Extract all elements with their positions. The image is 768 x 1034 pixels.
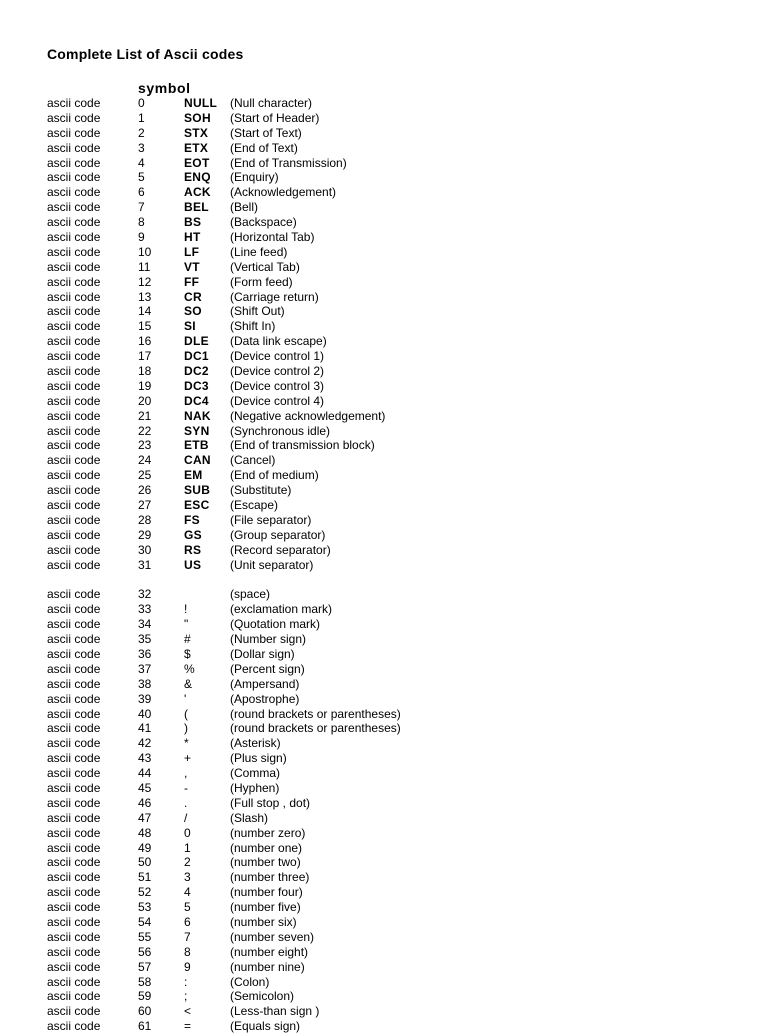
ascii-code-value: 5 [138,170,145,185]
ascii-description: (Bell) [230,200,259,215]
ascii-code-value: 52 [138,885,152,900]
ascii-symbol: ETB [184,438,209,453]
ascii-description: (Device control 4) [230,393,325,408]
ascii-description: (space) [230,587,271,602]
row-label: ascii code [47,110,101,125]
ascii-code-value: 42 [138,736,152,751]
ascii-code-value: 56 [138,944,152,959]
ascii-description: (Form feed) [230,274,293,289]
ascii-description: (Device control 2) [230,364,325,379]
ascii-code-value: 12 [138,274,152,289]
row-label: ascii code [47,661,101,676]
ascii-description: (Slash) [230,810,269,825]
ascii-description: (Substitute) [230,483,292,498]
ascii-symbol: ( [184,706,188,721]
ascii-description: (Quotation mark) [230,617,321,632]
ascii-description: (Synchronous idle) [230,423,331,438]
ascii-code-value: 33 [138,602,152,617]
row-label: ascii code [47,795,101,810]
row-label: ascii code [47,676,101,691]
ascii-description: (Plus sign) [230,751,287,766]
ascii-code-value: 23 [138,438,152,453]
ascii-symbol: RS [184,542,202,557]
row-label: ascii code [47,780,101,795]
ascii-code-value: 16 [138,334,152,349]
ascii-symbol: STX [184,125,209,140]
row-label: ascii code [47,483,101,498]
ascii-description: (Vertical Tab) [230,259,300,274]
ascii-description: (round brackets or parentheses) [230,706,401,721]
row-label: ascii code [47,527,101,542]
ascii-description: (number four) [230,885,303,900]
row-label: ascii code [47,230,101,245]
ascii-code-value: 24 [138,453,152,468]
ascii-code-value: 60 [138,1004,152,1019]
ascii-description: (Start of Text) [230,125,302,140]
ascii-code-value: 36 [138,646,152,661]
ascii-symbol: DC3 [184,378,209,393]
row-label: ascii code [47,289,101,304]
ascii-symbol: 8 [184,944,191,959]
ascii-description: (Backspace) [230,215,297,230]
ascii-symbol: ESC [184,498,210,513]
row-label: ascii code [47,840,101,855]
row-label: ascii code [47,259,101,274]
row-label: ascii code [47,408,101,423]
ascii-code-value: 8 [138,215,145,230]
ascii-symbol: 7 [184,929,191,944]
ascii-description: (exclamation mark) [230,602,333,617]
ascii-code-value: 38 [138,676,152,691]
ascii-symbol: SUB [184,483,211,498]
ascii-symbol: 5 [184,900,191,915]
ascii-symbol: # [184,632,191,647]
ascii-symbol: NULL [184,96,218,110]
ascii-description: (Enquiry) [230,170,279,185]
ascii-symbol: SOH [184,110,211,125]
row-label: ascii code [47,766,101,781]
ascii-description: (Shift Out) [230,304,285,319]
row-label: ascii code [47,200,101,215]
ascii-code-value: 31 [138,557,152,572]
ascii-symbol: FS [184,512,200,527]
ascii-code-value: 28 [138,512,152,527]
row-label: ascii code [47,632,101,647]
row-label: ascii code [47,125,101,140]
ascii-code-value: 43 [138,751,152,766]
ascii-symbol: 3 [184,870,191,885]
row-label: ascii code [47,751,101,766]
ascii-code-value: 48 [138,825,152,840]
ascii-code-value: 49 [138,840,152,855]
ascii-description: (number zero) [230,825,306,840]
ascii-code-value: 18 [138,364,152,379]
ascii-code-value: 11 [138,259,151,274]
ascii-symbol: EOT [184,155,210,170]
ascii-code-value: 4 [138,155,145,170]
ascii-code-value: 39 [138,691,152,706]
ascii-code-value: 35 [138,632,152,647]
ascii-code-value: 40 [138,706,152,721]
ascii-symbol: + [184,751,192,766]
row-label: ascii code [47,364,101,379]
ascii-symbol: BS [184,215,202,230]
ascii-code-value: 3 [138,140,145,155]
ascii-code-value: 46 [138,795,152,810]
ascii-code-value: 54 [138,914,152,929]
ascii-code-value: 14 [138,304,152,319]
row-label: ascii code [47,959,101,974]
ascii-code-value: 37 [138,661,152,676]
ascii-description: (End of Transmission) [230,155,347,170]
ascii-code-value: 29 [138,527,152,542]
ascii-symbol: : [184,974,188,989]
row-label: ascii code [47,587,101,602]
ascii-description: (Equals sign) [230,1019,301,1034]
ascii-description: (Device control 3) [230,378,325,393]
row-label: ascii code [47,944,101,959]
row-label: ascii code [47,721,101,736]
row-label: ascii code [47,691,101,706]
ascii-description: (Acknowledgement) [230,185,337,200]
ascii-description: (End of transmission block) [230,438,375,453]
ascii-symbol: FF [184,274,200,289]
row-label: ascii code [47,438,101,453]
row-label: ascii code [47,706,101,721]
row-label: ascii code [47,96,101,110]
ascii-symbol: * [184,736,189,751]
ascii-code-value: 55 [138,929,152,944]
ascii-symbol: SO [184,304,202,319]
ascii-code-value: 13 [138,289,152,304]
row-label: ascii code [47,170,101,185]
ascii-symbol: 6 [184,914,191,929]
ascii-symbol: & [184,676,193,691]
row-label: ascii code [47,468,101,483]
ascii-description: (number six) [230,914,297,929]
ascii-description: (Dollar sign) [230,646,295,661]
row-label: ascii code [47,1019,101,1034]
ascii-symbol: / [184,810,188,825]
ascii-symbol: - [184,780,188,795]
ascii-code-value: 7 [138,200,145,215]
row-label: ascii code [47,155,101,170]
ascii-symbol: % [184,661,195,676]
row-label: ascii code [47,810,101,825]
ascii-description: (Percent sign) [230,661,305,676]
ascii-code-value: 50 [138,855,152,870]
ascii-code-value: 6 [138,185,145,200]
ascii-symbol: = [184,1019,192,1034]
ascii-description: (Hyphen) [230,780,280,795]
row-label: ascii code [47,855,101,870]
row-label: ascii code [47,914,101,929]
row-label: ascii code [47,378,101,393]
ascii-symbol: VT [184,259,200,274]
ascii-symbol: DC2 [184,364,209,379]
ascii-description: (Shift In) [230,319,276,334]
ascii-description: (Unit separator) [230,557,314,572]
row-label: ascii code [47,512,101,527]
row-label: ascii code [47,929,101,944]
ascii-symbol: ) [184,721,188,736]
ascii-symbol: ETX [184,140,209,155]
ascii-symbol: LF [184,244,200,259]
ascii-symbol: , [184,766,188,781]
ascii-code-value: 1 [138,110,145,125]
ascii-description: (number five) [230,900,301,915]
ascii-symbol: CAN [184,453,211,468]
ascii-code-value: 20 [138,393,152,408]
ascii-symbol: ' [184,691,187,706]
symbol-column-heading: symbol [138,80,191,96]
row-label: ascii code [47,334,101,349]
ascii-description: (Number sign) [230,632,307,647]
ascii-symbol: DLE [184,334,209,349]
ascii-symbol: HT [184,230,201,245]
ascii-description: (number three) [230,870,310,885]
ascii-code-value: 9 [138,230,145,245]
row-label: ascii code [47,498,101,513]
ascii-symbol: 1 [184,840,191,855]
row-label: ascii code [47,244,101,259]
ascii-code-value: 26 [138,483,152,498]
ascii-symbol: ! [184,602,188,617]
ascii-symbol: 2 [184,855,191,870]
ascii-code-value: 10 [138,244,152,259]
row-label: ascii code [47,215,101,230]
ascii-description: (number one) [230,840,303,855]
row-label: ascii code [47,617,101,632]
ascii-description: (round brackets or parentheses) [230,721,401,736]
ascii-symbol: < [184,1004,192,1019]
ascii-symbol: BEL [184,200,209,215]
ascii-code-value: 51 [138,870,152,885]
row-label: ascii code [47,900,101,915]
ascii-symbol: . [184,795,188,810]
ascii-description: (Asterisk) [230,736,281,751]
row-label: ascii code [47,989,101,1004]
ascii-code-value: 57 [138,959,152,974]
ascii-description: (Colon) [230,974,270,989]
ascii-description: (Apostrophe) [230,691,300,706]
ascii-symbol: ENQ [184,170,211,185]
ascii-code-value: 34 [138,617,152,632]
ascii-description: (Horizontal Tab) [230,230,315,245]
ascii-symbol: SI [184,319,196,334]
ascii-code-value: 27 [138,498,152,513]
row-label: ascii code [47,274,101,289]
ascii-description: (Record separator) [230,542,331,557]
row-label: ascii code [47,974,101,989]
ascii-symbol: US [184,557,202,572]
ascii-symbol: 0 [184,825,191,840]
ascii-description: (Null character) [230,96,313,110]
ascii-description: (Data link escape) [230,334,327,349]
ascii-description: (Less-than sign ) [230,1004,320,1019]
row-label: ascii code [47,453,101,468]
row-label: ascii code [47,736,101,751]
ascii-symbol: DC4 [184,393,209,408]
ascii-code-value: 30 [138,542,152,557]
ascii-description: (number two) [230,855,301,870]
ascii-symbol: " [184,617,189,632]
ascii-code-value: 41 [138,721,152,736]
row-label: ascii code [47,304,101,319]
row-label: ascii code [47,185,101,200]
ascii-description: (File separator) [230,512,312,527]
ascii-code-value: 61 [138,1019,152,1034]
ascii-code-value: 53 [138,900,152,915]
ascii-code-value: 17 [138,349,152,364]
ascii-symbol: 9 [184,959,191,974]
ascii-description: (Cancel) [230,453,276,468]
row-label: ascii code [47,602,101,617]
ascii-description: (number eight) [230,944,309,959]
ascii-description: (Device control 1) [230,349,325,364]
ascii-code-value: 58 [138,974,152,989]
row-label: ascii code [47,423,101,438]
ascii-description: (number nine) [230,959,305,974]
ascii-code-value: 15 [138,319,152,334]
ascii-description: (Start of Header) [230,110,320,125]
ascii-description: (End of medium) [230,468,319,483]
ascii-description: (Carriage return) [230,289,319,304]
ascii-symbol: SYN [184,423,210,438]
ascii-description: (Escape) [230,498,279,513]
ascii-code-value: 2 [138,125,145,140]
ascii-description: (End of Text) [230,140,298,155]
ascii-description: (Semicolon) [230,989,295,1004]
ascii-code-value: 22 [138,423,152,438]
ascii-symbol: ; [184,989,188,1004]
row-label: ascii code [47,885,101,900]
ascii-code-value: 25 [138,468,152,483]
ascii-code-value: 32 [138,587,152,602]
row-label: ascii code [47,870,101,885]
page-title: Complete List of Ascii codes [47,46,244,62]
row-label: ascii code [47,825,101,840]
ascii-description: (Comma) [230,766,280,781]
ascii-symbol: ACK [184,185,211,200]
ascii-code-value: 47 [138,810,152,825]
ascii-symbol: DC1 [184,349,209,364]
ascii-symbol: NAK [184,408,211,423]
ascii-symbol: $ [184,646,191,661]
ascii-code-value: 59 [138,989,152,1004]
ascii-code-value: 45 [138,780,152,795]
ascii-description: (Group separator) [230,527,326,542]
ascii-description: (Line feed) [230,244,288,259]
row-label: ascii code [47,319,101,334]
ascii-description: (number seven) [230,929,315,944]
row-label: ascii code [47,1004,101,1019]
ascii-code-value: 0 [138,96,145,110]
ascii-symbol: CR [184,289,202,304]
ascii-code-value: 44 [138,766,152,781]
row-label: ascii code [47,393,101,408]
ascii-symbol: 4 [184,885,191,900]
ascii-description: (Full stop , dot) [230,795,311,810]
row-label: ascii code [47,557,101,572]
ascii-symbol: EM [184,468,203,483]
ascii-code-value: 19 [138,378,152,393]
ascii-description: (Negative acknowledgement) [230,408,386,423]
ascii-symbol: GS [184,527,202,542]
row-label: ascii code [47,542,101,557]
row-label: ascii code [47,646,101,661]
row-label: ascii code [47,140,101,155]
ascii-description: (Ampersand) [230,676,300,691]
ascii-code-value: 21 [138,408,152,423]
row-label: ascii code [47,349,101,364]
